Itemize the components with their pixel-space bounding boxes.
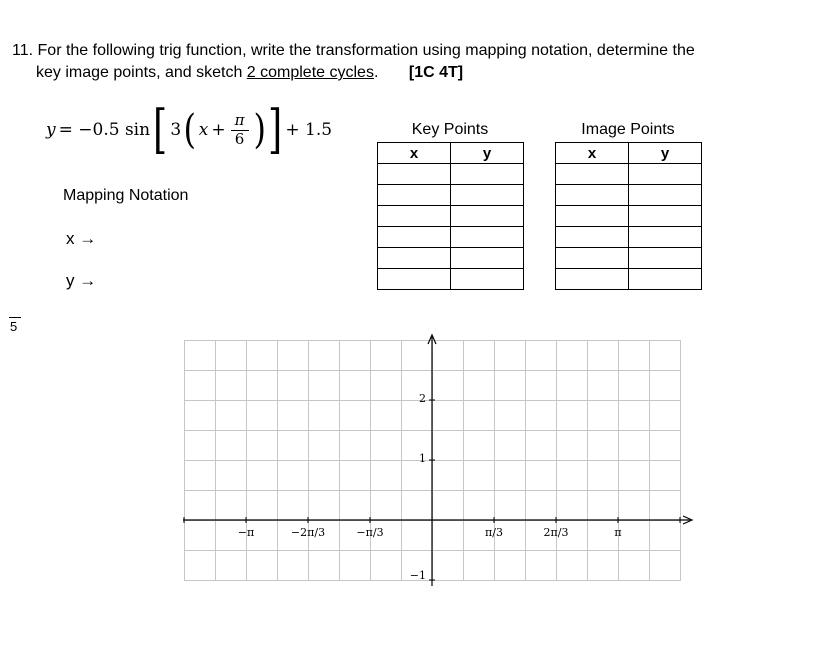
key-points-cell[interactable]	[378, 248, 451, 269]
image-points-cell[interactable]	[556, 269, 629, 290]
image-points-cell[interactable]	[629, 164, 702, 185]
question-text-1: For the following trig function, write the transformation using mapping notation, determine the	[37, 42, 695, 59]
table-row	[378, 248, 524, 269]
image-points-cell[interactable]	[629, 227, 702, 248]
left-square-bracket: [	[153, 100, 168, 160]
image-points-cell[interactable]	[556, 248, 629, 269]
image-points-cell[interactable]	[629, 185, 702, 206]
image-points-cell[interactable]	[556, 164, 629, 185]
x-tick-label-2pi3: 2π/3	[543, 526, 569, 539]
table-row	[556, 227, 702, 248]
image-points-table	[555, 142, 702, 290]
table-header-row	[378, 143, 524, 164]
table-row	[556, 185, 702, 206]
key-points-cell[interactable]	[451, 164, 524, 185]
table-row	[556, 269, 702, 290]
table-row	[556, 248, 702, 269]
key-points-cell[interactable]	[451, 248, 524, 269]
key-points-cell[interactable]	[451, 227, 524, 248]
equation-y-var: y	[46, 120, 56, 140]
equation-x-var: x	[198, 120, 209, 140]
table-row	[378, 227, 524, 248]
mapping-x-row: x →	[66, 229, 97, 248]
key-points-cell[interactable]	[451, 185, 524, 206]
graph-axes	[184, 340, 681, 581]
equation-fraction	[231, 112, 249, 148]
table-row	[556, 206, 702, 227]
right-paren: )	[253, 107, 266, 153]
key-points-cell[interactable]	[378, 227, 451, 248]
mapping-notation-title: Mapping Notation	[63, 187, 189, 204]
image-points-cell[interactable]	[556, 227, 629, 248]
image-points-cell[interactable]	[556, 206, 629, 227]
image-points-cell[interactable]	[629, 269, 702, 290]
image-points-y-header: y	[629, 143, 702, 164]
y-tick-label-2: 2	[419, 392, 426, 405]
x-tick-label-pi: π	[614, 526, 622, 539]
key-points-table	[377, 142, 524, 290]
table-row	[378, 164, 524, 185]
question-marks: [1C 4T]	[408, 64, 464, 81]
left-paren: (	[183, 107, 197, 153]
equation	[46, 102, 332, 158]
graph-area[interactable]	[184, 340, 681, 581]
y-tick-label-neg-1: −1	[409, 569, 426, 582]
fraction-denominator: 6	[234, 129, 245, 148]
image-points-x-header: x	[556, 143, 629, 164]
table-row	[378, 185, 524, 206]
right-square-bracket: ]	[268, 100, 283, 160]
equation-vertical-shift: + 1.5	[285, 120, 333, 140]
key-points-cell[interactable]	[451, 206, 524, 227]
table-header-row	[556, 143, 702, 164]
key-points-cell[interactable]	[378, 185, 451, 206]
x-tick-label-neg-2pi3: −2π/3	[290, 526, 326, 539]
question-underlined-text: 2 complete cycles	[246, 64, 374, 81]
image-points-cell[interactable]	[629, 248, 702, 269]
y-tick-label-1: 1	[419, 452, 426, 465]
x-tick-label-pi3: π/3	[485, 526, 503, 539]
key-points-cell[interactable]	[378, 164, 451, 185]
question-text-3: .	[373, 64, 379, 81]
equation-plus-sign: +	[211, 120, 226, 140]
question-line-1	[12, 42, 695, 60]
equation-inner-coefficient: 3	[170, 120, 182, 140]
image-points-cell[interactable]	[556, 185, 629, 206]
question-text-2: key image points, and sketch	[36, 64, 247, 81]
key-points-cell[interactable]	[378, 206, 451, 227]
table-row	[378, 206, 524, 227]
fraction-numerator: π	[231, 112, 249, 130]
key-points-cell[interactable]	[451, 269, 524, 290]
equation-coefficient: = −0.5 sin	[58, 120, 151, 140]
table-row	[378, 269, 524, 290]
image-points-cell[interactable]	[629, 206, 702, 227]
margin-mark-container	[9, 317, 21, 336]
x-tick-label-neg-pi3: −π/3	[356, 526, 384, 539]
image-points-title: Image Points	[581, 121, 675, 138]
table-row	[556, 164, 702, 185]
mapping-y-row: y →	[66, 271, 97, 290]
key-points-cell[interactable]	[378, 269, 451, 290]
question-number: 11.	[12, 42, 34, 59]
question-line-2	[36, 64, 463, 82]
key-points-y-header: y	[451, 143, 524, 164]
key-points-title: Key Points	[411, 121, 489, 138]
x-tick-label-neg-pi: −π	[237, 526, 255, 539]
margin-mark: 5	[9, 317, 21, 334]
key-points-x-header: x	[378, 143, 451, 164]
